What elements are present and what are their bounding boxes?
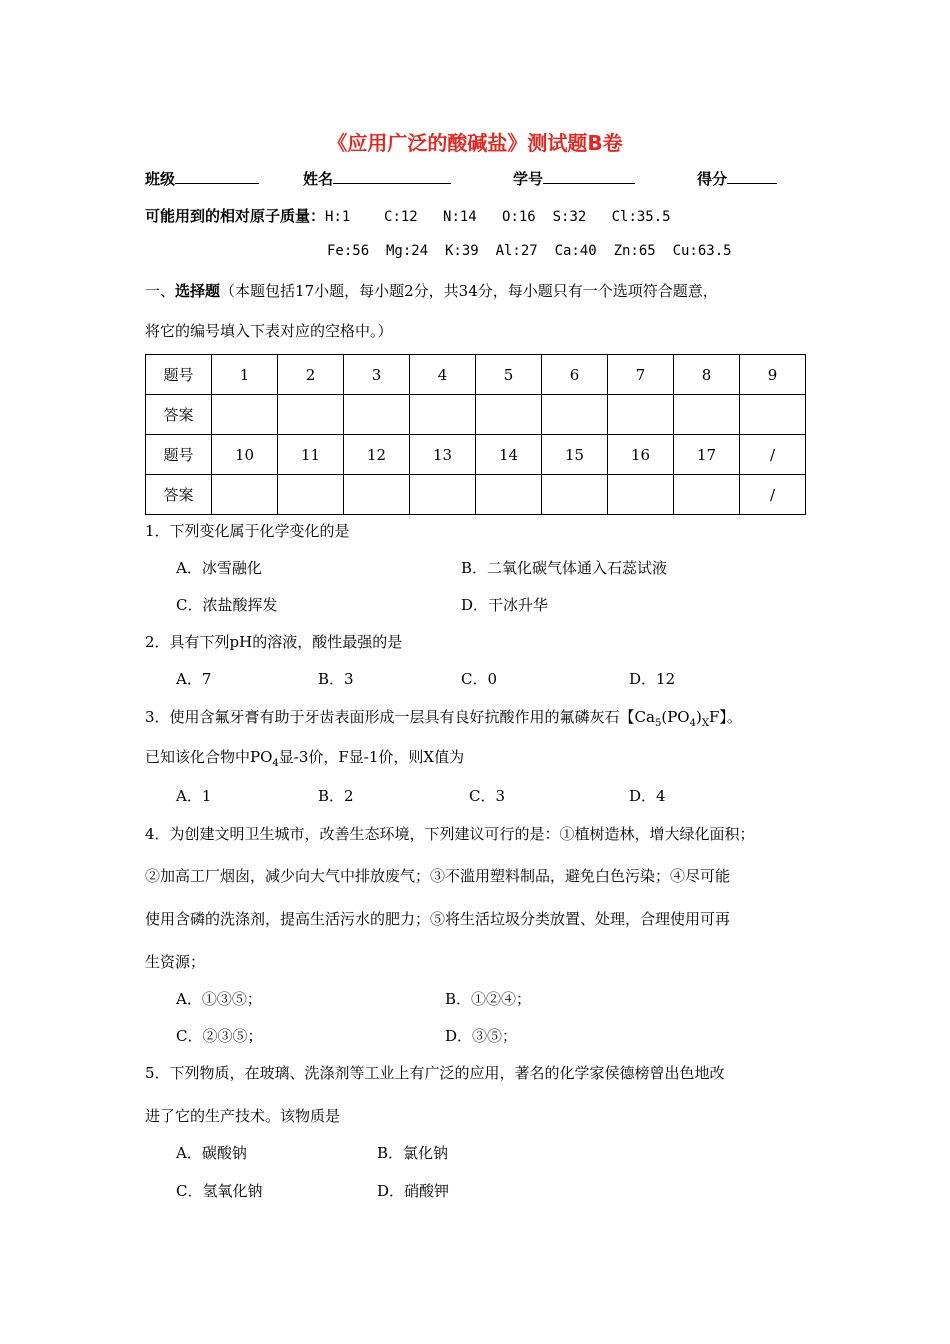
- q3-sub: 4: [272, 758, 279, 769]
- q2-option-b: B．3: [318, 670, 354, 688]
- q3-option-c: C．3: [469, 787, 506, 805]
- answer-cell-slash: /: [740, 475, 806, 515]
- answer-cell[interactable]: [410, 395, 476, 435]
- question-4-line1: 4．为创建文明卫生城市，改善生态环境，下列建议可行的是：①植树造林，增大绿化面积；: [145, 825, 755, 843]
- row-label-answer: 答案: [146, 395, 212, 435]
- section-heading: [145, 280, 718, 301]
- q2-option-a: A．7: [176, 670, 212, 688]
- student-id-blank[interactable]: [543, 167, 635, 184]
- table-row: [146, 475, 806, 515]
- q4-option-b: B．①②④；: [445, 990, 532, 1008]
- section-title: 选择题: [175, 282, 221, 300]
- question-number: 6: [542, 355, 608, 395]
- section-prefix: 一、: [145, 282, 176, 300]
- question-number: 9: [740, 355, 806, 395]
- q4-option-c: C．②③⑤；: [176, 1027, 263, 1045]
- question-5-line1: 5．下列物质，在玻璃、洗涤剂等工业上有广泛的应用，著名的化学家侯德榜曾出色地改: [145, 1064, 725, 1082]
- question-number: 3: [344, 355, 410, 395]
- q2-option-c: C．0: [461, 670, 498, 688]
- question-5-line2: 进了它的生产技术。该物质是: [145, 1107, 341, 1125]
- q5-option-d: D．硝酸钾: [377, 1182, 450, 1200]
- question-number: 16: [608, 435, 674, 475]
- atomic-mass-label: 可能用到的相对原子质量：: [145, 207, 326, 225]
- score-blank[interactable]: [727, 167, 777, 184]
- q3-option-a: A．1: [176, 787, 212, 805]
- answer-cell[interactable]: [608, 475, 674, 515]
- question-number: 1: [212, 355, 278, 395]
- question-number: 11: [278, 435, 344, 475]
- answer-cell[interactable]: [212, 395, 278, 435]
- question-number: 7: [608, 355, 674, 395]
- answer-cell[interactable]: [542, 475, 608, 515]
- answer-cell[interactable]: [674, 475, 740, 515]
- section-desc-2: 将它的编号填入下表对应的空格中。）: [145, 322, 393, 340]
- q3-text: F】。: [708, 708, 742, 726]
- answer-cell[interactable]: [542, 395, 608, 435]
- question-number: 5: [476, 355, 542, 395]
- atomic-mass-line1: [145, 205, 671, 226]
- answer-cell[interactable]: [212, 475, 278, 515]
- student-id-field: [513, 167, 635, 189]
- answer-cell[interactable]: [476, 395, 542, 435]
- row-label-question: 题号: [146, 355, 212, 395]
- q4-option-d: D．③⑤；: [445, 1027, 518, 1045]
- name-label: 姓名: [303, 170, 334, 188]
- q3-text: 已知该化合物中PO: [145, 748, 273, 766]
- row-label-question: 题号: [146, 435, 212, 475]
- question-number: /: [740, 435, 806, 475]
- table-row: [146, 395, 806, 435]
- table-row: [146, 355, 806, 395]
- q2-option-d: D．12: [629, 670, 676, 688]
- question-4-line2: ②加高工厂烟囱，减少向大气中排放废气；③不滥用塑料制品，避免白色污染；④尽可能: [145, 867, 731, 885]
- q1-option-d: D．干冰升华: [461, 596, 549, 614]
- question-number: 8: [674, 355, 740, 395]
- q3-text: 显-3价，F显-1价，则X值为: [278, 748, 465, 766]
- class-label: 班级: [145, 170, 176, 188]
- class-field: [145, 167, 259, 189]
- answer-cell[interactable]: [674, 395, 740, 435]
- q5-option-c: C．氢氧化钠: [176, 1182, 263, 1200]
- q1-option-c: C．浓盐酸挥发: [176, 596, 278, 614]
- q3-text: ): [695, 708, 702, 726]
- answer-cell[interactable]: [344, 475, 410, 515]
- question-4-line4: 生资源；: [145, 953, 206, 971]
- question-number: 13: [410, 435, 476, 475]
- q5-option-b: B．氯化钠: [377, 1144, 449, 1162]
- question-1-stem: 1．下列变化属于化学变化的是: [145, 522, 350, 540]
- answer-cell[interactable]: [740, 395, 806, 435]
- class-blank[interactable]: [175, 167, 259, 184]
- q5-option-a: A．碳酸钠: [176, 1144, 247, 1162]
- question-number: 17: [674, 435, 740, 475]
- q1-option-a: A．冰雪融化: [176, 559, 262, 577]
- atomic-mass-values2: Fe:56 Mg:24 K:39 Al:27 Ca:40 Zn:65 Cu:63.5: [327, 243, 732, 259]
- section-desc-1: （本题包括17小题，每小题2分，共34分，每小题只有一个选项符合题意，: [220, 282, 718, 300]
- score-field: [697, 167, 777, 189]
- question-number: 10: [212, 435, 278, 475]
- q3-sub: X: [701, 718, 709, 729]
- answer-cell[interactable]: [608, 395, 674, 435]
- score-label: 得分: [697, 170, 728, 188]
- atomic-mass-values1: H:1 C:12 N:14 O:16 S:32 Cl:35.5: [325, 209, 671, 225]
- answer-cell[interactable]: [476, 475, 542, 515]
- question-number: 12: [344, 435, 410, 475]
- question-number: 4: [410, 355, 476, 395]
- question-3-stem: [145, 706, 742, 729]
- question-2-stem: 2．具有下列pH的溶液，酸性最强的是: [145, 633, 403, 651]
- answer-cell[interactable]: [410, 475, 476, 515]
- answer-cell[interactable]: [278, 475, 344, 515]
- answer-cell[interactable]: [344, 395, 410, 435]
- q3-text: 3．使用含氟牙膏有助于牙齿表面形成一层具有良好抗酸作用的氟磷灰石【Ca: [145, 708, 655, 726]
- row-label-answer: 答案: [146, 475, 212, 515]
- page-title: 《应用广泛的酸碱盐》测试题B卷: [327, 131, 623, 155]
- q4-option-a: A．①③⑤；: [176, 990, 262, 1008]
- student-id-label: 学号: [513, 170, 544, 188]
- question-number: 2: [278, 355, 344, 395]
- answer-cell[interactable]: [278, 395, 344, 435]
- q3-text: (PO: [661, 708, 690, 726]
- q3-option-d: D．4: [629, 787, 666, 805]
- q1-option-b: B．二氧化碳气体通入石蕊试液: [461, 559, 668, 577]
- q3-option-b: B．2: [318, 787, 354, 805]
- table-row: [146, 435, 806, 475]
- question-3-line2: [145, 746, 464, 769]
- q3-sub: 4: [689, 718, 696, 729]
- question-number: 15: [542, 435, 608, 475]
- question-number: 14: [476, 435, 542, 475]
- name-field: [303, 167, 451, 189]
- name-blank[interactable]: [333, 167, 451, 184]
- question-4-line3: 使用含磷的洗涤剂，提高生活污水的肥力；⑤将生活垃圾分类放置、处理，合理使用可再: [145, 910, 731, 928]
- answer-table: [145, 354, 806, 515]
- q3-sub: 5: [654, 718, 662, 729]
